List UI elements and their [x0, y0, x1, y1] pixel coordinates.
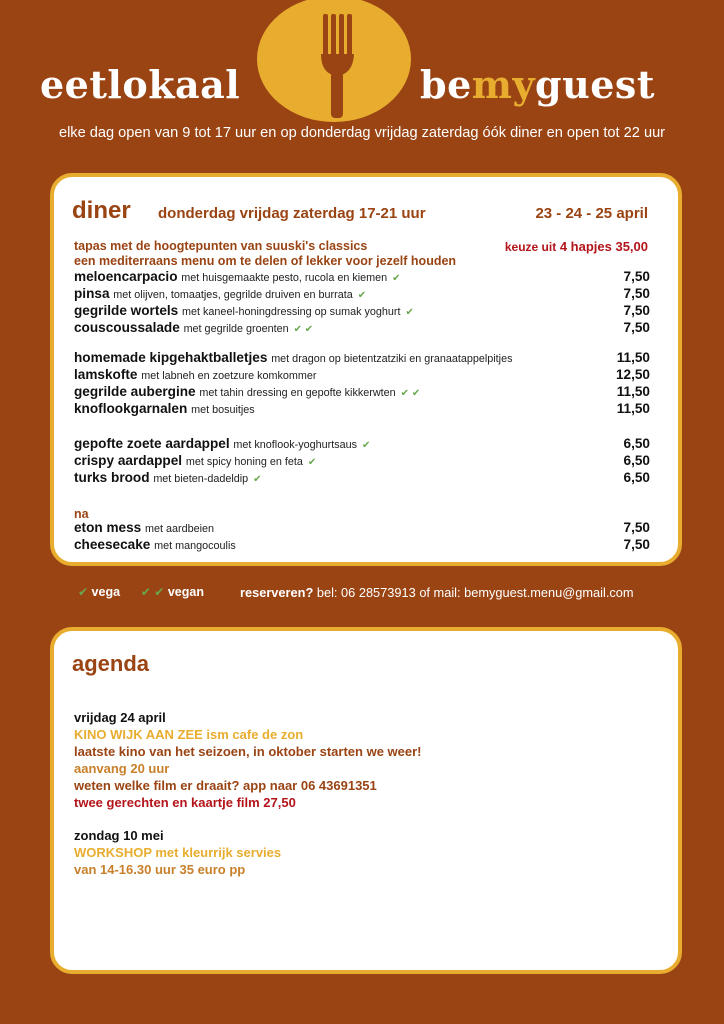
brand-right: bemyguest [420, 62, 655, 107]
check-icon: ✔ [307, 457, 317, 468]
menu-item: pinsa met olijven, tomaatjes, gegrilde druiven en burrata ✔ 7,50 [74, 286, 650, 301]
diner-title: diner [72, 197, 131, 224]
menu-item: couscoussalade met gegrilde groenten ✔ ✔ 7,50 [74, 320, 650, 335]
agenda-event: vrijdag 24 april KINO WIJK AAN ZEE ism cafe de zon laatste kino van het seizoen, in oktober starten we weer! aanvang 20 uur weten welke film er draait? app naar 06 43691351 twee gerechten en kaartje film 27,50 [74, 710, 422, 810]
menu-item: gepofte zoete aardappel met knoflook-yoghurtsaus ✔ 6,50 [74, 436, 650, 451]
check-icon: ✔ [253, 474, 262, 485]
check-icon: ✔ [357, 290, 367, 301]
check-icon: ✔ [405, 307, 414, 318]
menu-item: meloencarpacio met huisgemaakte pesto, rucola en kiemen ✔ 7,50 [74, 269, 650, 284]
check-icon: ✔ [362, 440, 371, 451]
dessert-item: eton mess met aardbeien 7,50 [74, 520, 650, 535]
menu-item: turks brood met bieten-dadeldip ✔ 6,50 [74, 470, 650, 485]
diner-intro: tapas met de hoogtepunten van suuski's classics een mediterraans menu om te delen of lekker voor jezelf houden [74, 239, 457, 268]
dessert-heading: na [74, 507, 89, 521]
menu-item: lamskofte met labneh en zoetzure komkommer 12,50 [74, 367, 650, 382]
reservation-info: reserveren? bel: 06 28573913 of mail: bemyguest.menu@gmail.com [240, 585, 634, 600]
diner-days: donderdag vrijdag zaterdag 17-21 uur [158, 205, 426, 222]
brand-left: eetlokaal [40, 62, 241, 107]
check-icon: ✔ ✔ [140, 585, 165, 599]
fork-icon [257, 0, 411, 122]
check-icon: ✔ ✔ [293, 324, 314, 335]
agenda-title: agenda [72, 651, 150, 676]
agenda-card [50, 627, 682, 974]
check-icon: ✔ ✔ [400, 388, 421, 399]
menu-item: gegrilde wortels met kaneel-honingdressing op sumak yoghurt ✔ 7,50 [74, 303, 650, 318]
keuze-offer: keuze uit 4 hapjes 35,00 [504, 239, 648, 254]
menu-item: knoflookgarnalen met bosuitjes 11,50 [74, 401, 650, 416]
menu-item: homemade kipgehaktballetjes met dragon op bietentzatziki en granaatappelpitjes 11,50 [74, 350, 650, 365]
menu-item: gegrilde aubergine met tahin dressing en gepofte kikkerwten ✔ ✔ 11,50 [74, 384, 650, 399]
menu-item: crispy aardappel met spicy honing en feta ✔ 6,50 [74, 453, 650, 468]
diet-legend: ✔ vega ✔ ✔ vegan [78, 585, 204, 599]
check-icon: ✔ [392, 273, 401, 284]
dessert-item: cheesecake met mangocoulis 7,50 [74, 537, 650, 552]
agenda-event: zondag 10 mei WORKSHOP met kleurrijk servies van 14-16.30 uur 35 euro pp [74, 828, 282, 877]
check-icon: ✔ [78, 585, 89, 599]
tagline: elke dag open van 9 tot 17 uur en op donderdag vrijdag zaterdag óók diner en open tot 22 uur [58, 125, 666, 141]
diner-card [50, 173, 682, 566]
diner-dates: 23 - 24 - 25 april [535, 205, 648, 222]
logo-circle [257, 0, 411, 122]
